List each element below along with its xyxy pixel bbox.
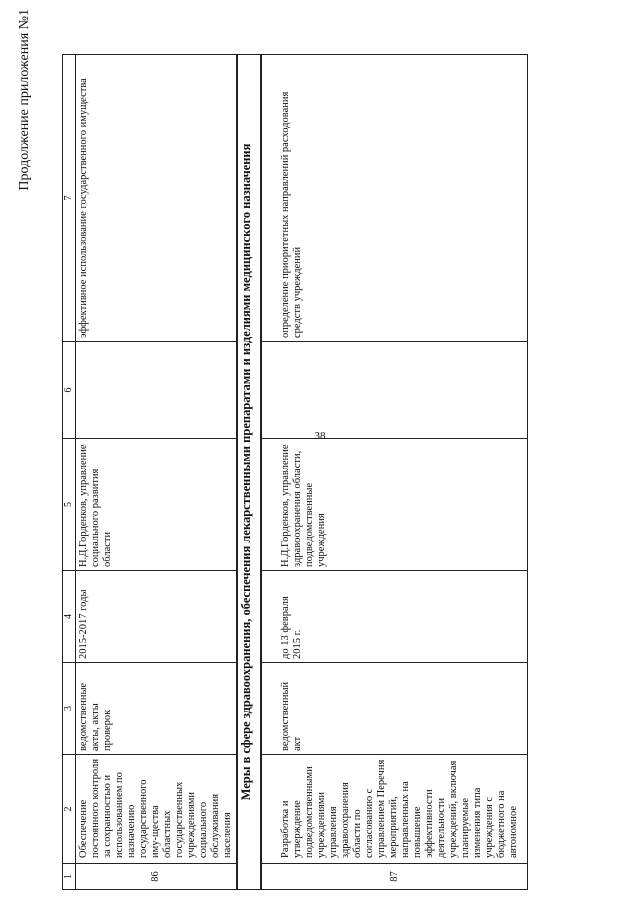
column-number: 2	[63, 755, 76, 864]
column-numbers-row	[63, 55, 76, 890]
column-number: 6	[63, 342, 76, 439]
column-number: 7	[63, 55, 76, 342]
page-number: 38	[314, 430, 326, 442]
row-number: 86	[76, 864, 238, 890]
appendix-note: Продолжение приложения №1	[17, 9, 32, 191]
executor-cell: Н.Д.Горденков, управление здравоохранения области, подведомственные учреждения	[261, 439, 528, 571]
funding-cell	[76, 342, 238, 439]
table-row	[261, 55, 528, 890]
document-cell: ведомственный акт	[261, 663, 528, 755]
term-cell: 2015-2017 годы	[76, 571, 238, 663]
section-header-row	[237, 55, 261, 890]
document-cell: ведомственные акты, акты проверок	[76, 663, 238, 755]
executor-cell: Н.Д.Горденков, управление социального развития области	[76, 439, 238, 571]
column-number: 3	[63, 663, 76, 755]
result-cell: эффективное использование государственного имущества	[76, 55, 238, 342]
section-title: Меры в сфере здравоохранения, обеспечения лекарственными препаратами и изделиями медицинского назначения	[237, 55, 261, 890]
column-number: 1	[63, 864, 76, 890]
column-number: 5	[63, 439, 76, 571]
measure-cell: Обеспечение постоянного контроля за сохранностью и использованием по назначению государственного иму-щества областных государственных учреждениями социального обслуживания населения	[76, 755, 238, 864]
table-row	[76, 55, 238, 890]
measure-cell: Разработка и утверждение подведомственными учреждениями управления здравоохранения области по согласованию с управлением Перечня мероприятий, направленных на повышение эффективности деятельности учреждений, включая планируемые изменения типа учреждения с бюджетного на автономное	[261, 755, 528, 864]
column-number: 4	[63, 571, 76, 663]
term-cell: до 13 февраля 2015 г.	[261, 571, 528, 663]
measures-table	[62, 54, 528, 890]
result-cell: определение приоритетных направлений расходования средств учреждений	[261, 55, 528, 342]
funding-cell	[261, 342, 528, 439]
row-number: 87	[261, 864, 528, 890]
